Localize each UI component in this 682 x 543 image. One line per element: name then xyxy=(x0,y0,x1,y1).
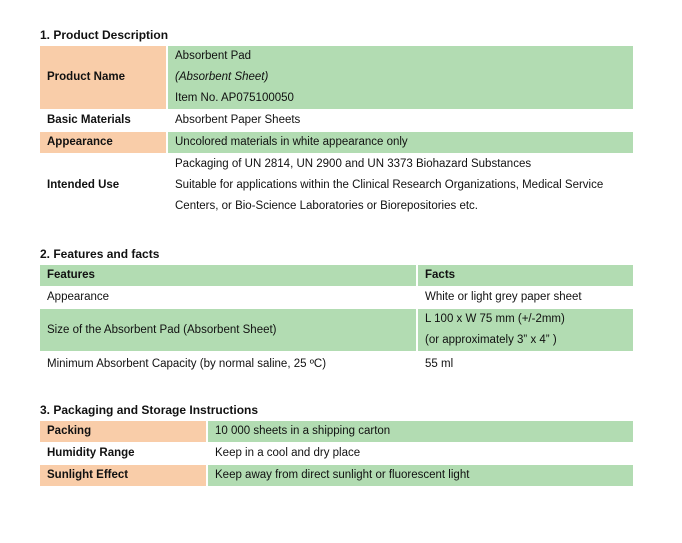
section-2-title: 2. Features and facts xyxy=(40,247,160,261)
humidity-range-value: Keep in a cool and dry place xyxy=(207,443,634,465)
intended-use-label: Intended Use xyxy=(40,154,167,218)
product-description-table xyxy=(40,46,635,218)
product-item-number: Item No. AP075100050 xyxy=(175,92,294,104)
intended-use-line-3: Centers, or Bio-Science Laboratories or Biorepositories etc. xyxy=(175,200,478,212)
table-row xyxy=(40,443,634,465)
sunlight-effect-value: Keep away from direct sunlight or fluorescent light xyxy=(207,465,634,487)
section-3-title: 3. Packaging and Storage Instructions xyxy=(40,403,259,417)
table-row xyxy=(40,465,634,487)
appearance-value: Uncolored materials in white appearance only xyxy=(167,132,634,154)
table-row xyxy=(40,132,634,154)
table-row xyxy=(40,352,634,377)
intended-use-value xyxy=(167,154,634,218)
product-name-line-2: (Absorbent Sheet) xyxy=(175,71,269,83)
fact-size xyxy=(417,309,634,352)
feature-appearance: Appearance xyxy=(40,287,417,309)
feature-size: Size of the Absorbent Pad (Absorbent Sheet) xyxy=(40,309,417,352)
appearance-label: Appearance xyxy=(40,132,167,154)
features-header: Features xyxy=(40,265,417,287)
product-name-value xyxy=(167,46,634,110)
table-row xyxy=(40,110,634,132)
feature-capacity: Minimum Absorbent Capacity (by normal saline, 25 ºC) xyxy=(40,352,417,377)
product-name-line-1: Absorbent Pad xyxy=(175,50,252,62)
fact-appearance: White or light grey paper sheet xyxy=(417,287,634,309)
packing-label: Packing xyxy=(40,421,207,443)
table-row xyxy=(40,309,634,352)
basic-materials-value: Absorbent Paper Sheets xyxy=(167,110,634,132)
table-header-row xyxy=(40,265,634,287)
intended-use-line-1: Packaging of UN 2814, UN 2900 and UN 3373 Biohazard Substances xyxy=(175,158,532,170)
table-row xyxy=(40,287,634,309)
product-name-label: Product Name xyxy=(40,46,167,110)
section-1-title: 1. Product Description xyxy=(40,28,169,42)
table-row xyxy=(40,421,634,443)
packing-value: 10 000 sheets in a shipping carton xyxy=(207,421,634,443)
facts-header: Facts xyxy=(417,265,634,287)
humidity-range-label: Humidity Range xyxy=(40,443,207,465)
basic-materials-label: Basic Materials xyxy=(40,110,167,132)
table-row xyxy=(40,154,634,218)
fact-size-line-2: (or approximately 3” x 4” ) xyxy=(425,334,557,346)
sunlight-effect-label: Sunlight Effect xyxy=(40,465,207,487)
intended-use-line-2: Suitable for applications within the Clinical Research Organizations, Medical Service xyxy=(175,179,604,191)
fact-size-line-1: L 100 x W 75 mm (+/-2mm) xyxy=(425,313,565,325)
table-row xyxy=(40,46,634,110)
fact-capacity: 55 ml xyxy=(417,352,634,377)
packaging-storage-table xyxy=(40,421,635,487)
features-facts-table xyxy=(40,265,635,377)
